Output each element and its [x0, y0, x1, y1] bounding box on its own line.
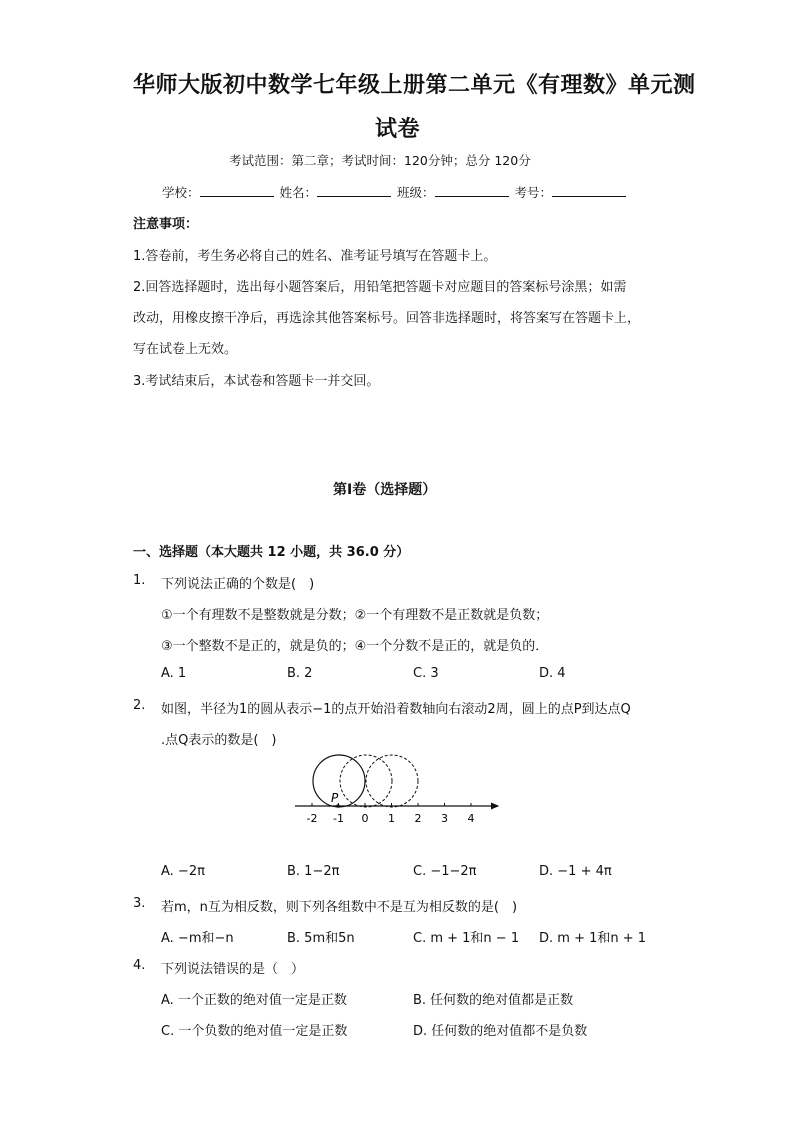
notice-item-2-end: 写在试卷上无效。 [133, 342, 238, 357]
q3-option-b[interactable]: B. 5m和5n [287, 931, 355, 946]
q3-option-d[interactable]: D. m + 1和n + 1 [539, 931, 647, 946]
tick-label: -2 [306, 812, 318, 825]
exam-info: 考试范围：第二章；考试时间：120分钟；总分 120分 [229, 153, 531, 168]
q4-option-d[interactable]: D. 任何数的绝对值都不是负数 [413, 1024, 588, 1039]
q1-statements-1: ①一个有理数不是整数就是分数；②一个有理数不是正数就是负数； [161, 608, 549, 623]
part-heading: 一、选择题（本大题共 12 小题，共 36.0 分） [133, 545, 410, 560]
q1-statements-2: ③一个整数不是正的，就是负的；④一个分数不是正的，就是负的． [161, 639, 549, 654]
tick-label: -1 [333, 812, 344, 825]
school-blank[interactable] [200, 184, 274, 197]
notice-heading: 注意事项： [133, 217, 199, 232]
q4-option-c[interactable]: C. 一个负数的绝对值一定是正数 [161, 1024, 348, 1039]
number-blank[interactable] [552, 184, 626, 197]
q1-option-b[interactable]: B. 2 [287, 666, 313, 681]
q1-option-c[interactable]: C. 3 [413, 666, 439, 681]
tick-label: 4 [467, 812, 475, 825]
q1-option-a[interactable]: A. 1 [161, 666, 187, 681]
class-blank[interactable] [435, 184, 509, 197]
class-label: 班级： [397, 185, 435, 200]
number-label: 考号： [514, 185, 553, 200]
q2-option-d[interactable]: D. −1 + 4π [539, 864, 612, 879]
tick-label: 1 [388, 812, 395, 825]
solid-circle [313, 755, 365, 807]
q2-stem-cont: .点Q表示的数是( ) [161, 733, 277, 748]
q2-stem: 如图，半径为1的圆从表示−1的点开始沿着数轴向右滚动2周，圆上的点P到达点Q [161, 702, 631, 717]
q3-option-c[interactable]: C. m + 1和n − 1 [413, 931, 520, 946]
q3-number: 3. [133, 896, 146, 911]
page-title: 华师大版初中数学七年级上册第二单元《有理数》单元测 [133, 72, 696, 98]
tick-label: 3 [441, 812, 448, 825]
name-label: 姓名： [279, 185, 318, 200]
student-info-row [162, 183, 632, 201]
school-label: 学校： [162, 185, 200, 200]
q4-number: 4. [133, 958, 146, 973]
q1-option-d[interactable]: D. 4 [539, 666, 566, 681]
tick-label: 0 [361, 812, 369, 825]
volume-title: 第Ⅰ卷（选择题） [333, 482, 437, 498]
q3-option-a[interactable]: A. −m和−n [161, 931, 234, 946]
point-p-label: P [331, 791, 339, 805]
name-blank[interactable] [317, 184, 391, 197]
number-line-figure [290, 750, 505, 830]
notice-item-2-cont: 改动，用橡皮擦干净后，再选涂其他答案标号。回答非选择题时，将答案写在答题卡上， [133, 311, 641, 326]
tick-label: 2 [414, 812, 422, 825]
notice-item-2: 2.回答选择题时，选出每小题答案后，用铅笔把答题卡对应题目的答案标号涂黑；如需 [133, 280, 627, 295]
notice-item-3: 3.考试结束后，本试卷和答题卡一并交回。 [133, 374, 380, 389]
page-title-continued: 试卷 [375, 116, 421, 142]
q2-option-c[interactable]: C. −1−2π [413, 864, 477, 879]
q4-option-a[interactable]: A. 一个正数的绝对值一定是正数 [161, 993, 347, 1008]
q2-option-a[interactable]: A. −2π [161, 864, 205, 879]
q2-number: 2. [133, 698, 146, 713]
q3-stem: 若m，n互为相反数，则下列各组数中不是互为相反数的是( ) [161, 900, 518, 915]
q1-number: 1. [133, 573, 146, 588]
notice-item-1: 1.答卷前，考生务必将自己的姓名、准考证号填写在答题卡上。 [133, 249, 497, 264]
q4-option-b[interactable]: B. 任何数的绝对值都是正数 [413, 993, 574, 1008]
q1-stem: 下列说法正确的个数是( ) [161, 577, 315, 592]
q2-option-b[interactable]: B. 1−2π [287, 864, 340, 879]
q4-stem: 下列说法错误的是（ ） [161, 962, 305, 977]
